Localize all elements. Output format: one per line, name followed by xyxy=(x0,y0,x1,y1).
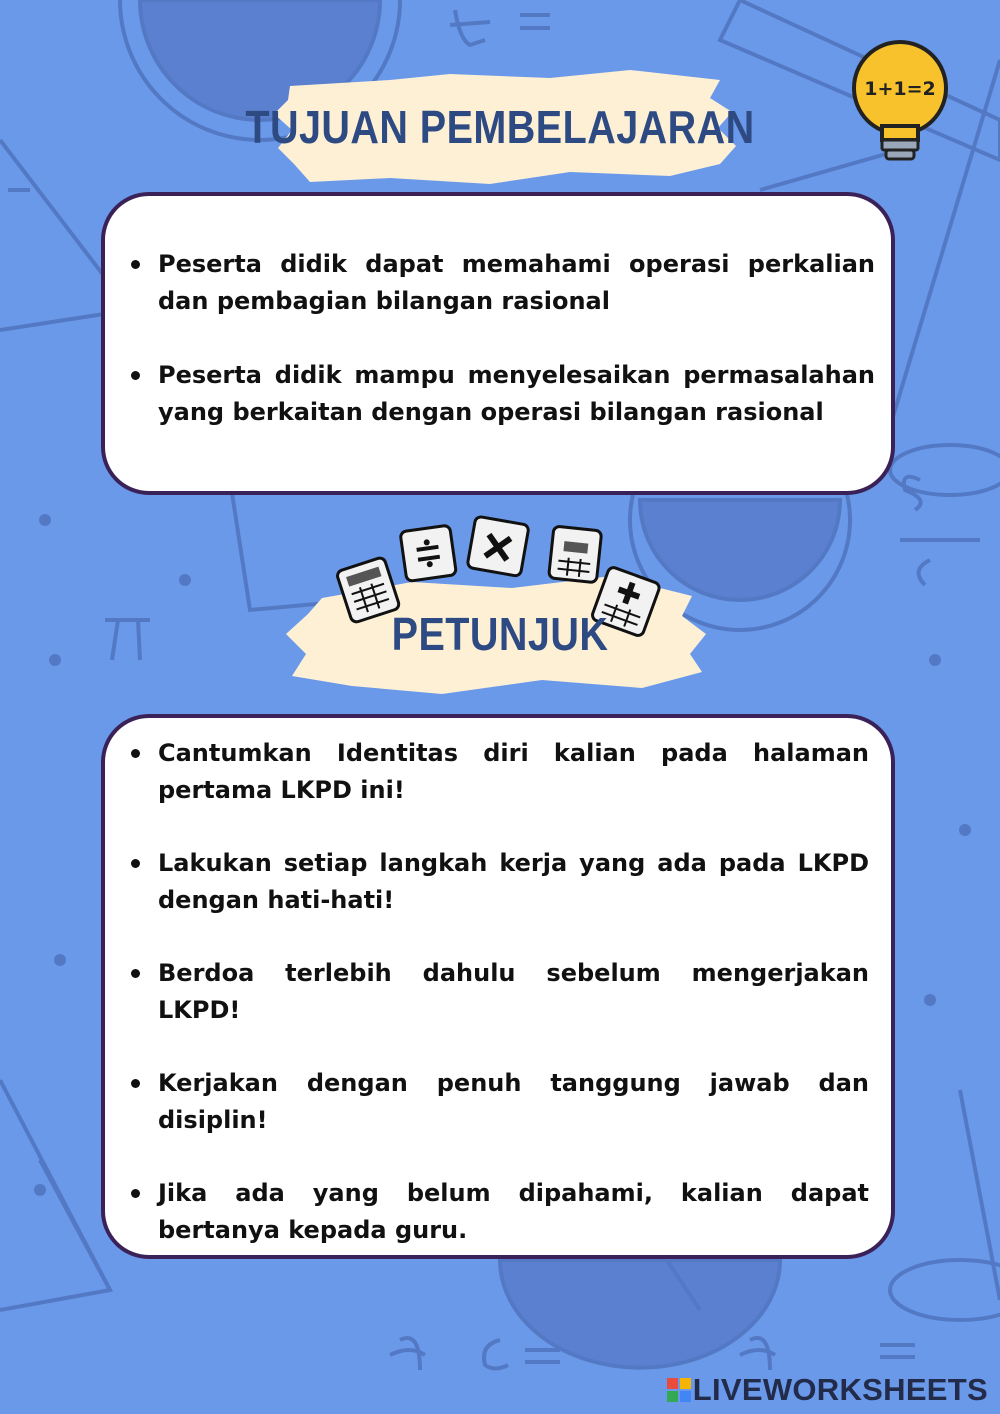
list-item-text: Kerjakan dengan penuh tanggung jawab dan disiplin! xyxy=(158,1069,869,1134)
watermark-text: LIVEWORKSHEETS xyxy=(692,1372,988,1407)
calculator-icon xyxy=(467,516,529,577)
list-item xyxy=(105,1065,885,1139)
heading-petunjuk: PETUNJUK xyxy=(391,608,609,660)
bullet-icon xyxy=(131,969,140,978)
tujuan-list xyxy=(105,196,891,431)
list-item-text: Jika ada yang belum dipahami, kalian dapat bertanya kepada guru. xyxy=(158,1179,869,1244)
list-item-text: Peserta didik dapat memahami operasi perkalian dan pembagian bilangan rasional xyxy=(158,250,875,315)
list-item xyxy=(105,735,885,809)
doodle-triangle-lower-left xyxy=(0,1080,110,1310)
card-tujuan-pembelajaran xyxy=(101,192,895,495)
list-item-text: Peserta didik mampu menyelesaikan permasalahan yang berkaitan dengan operasi bilangan rasional xyxy=(158,361,875,426)
bullet-icon xyxy=(131,371,140,380)
bullet-icon xyxy=(131,859,140,868)
list-item xyxy=(105,955,885,1029)
bullet-icon xyxy=(131,1079,140,1088)
list-item-text: Lakukan setiap langkah kerja yang ada pada LKPD dengan hati-hati! xyxy=(158,849,869,914)
calculator-icon xyxy=(549,526,602,583)
lightbulb-label: 1+1=2 xyxy=(864,78,936,100)
doodle-cone-lower-right xyxy=(890,1090,1000,1320)
bullet-icon xyxy=(131,260,140,269)
calculator-icon xyxy=(400,525,456,581)
liveworksheets-logo-icon xyxy=(667,1378,691,1402)
card-petunjuk xyxy=(101,714,895,1259)
heading-tujuan-pembelajaran: TUJUAN PEMBELAJARAN xyxy=(245,101,755,153)
lightbulb-icon xyxy=(848,38,952,164)
list-item-text: Cantumkan Identitas diri kalian pada halaman pertama LKPD ini! xyxy=(158,739,869,804)
list-item xyxy=(105,246,891,320)
bullet-icon xyxy=(131,1189,140,1198)
list-item xyxy=(105,357,891,431)
list-item xyxy=(105,845,885,919)
bullet-icon xyxy=(131,749,140,758)
liveworksheets-watermark[interactable] xyxy=(667,1372,988,1408)
petunjuk-list xyxy=(105,718,891,1249)
list-item xyxy=(105,1175,885,1249)
list-item-text: Berdoa terlebih dahulu sebelum mengerjakan LKPD! xyxy=(158,959,869,1024)
